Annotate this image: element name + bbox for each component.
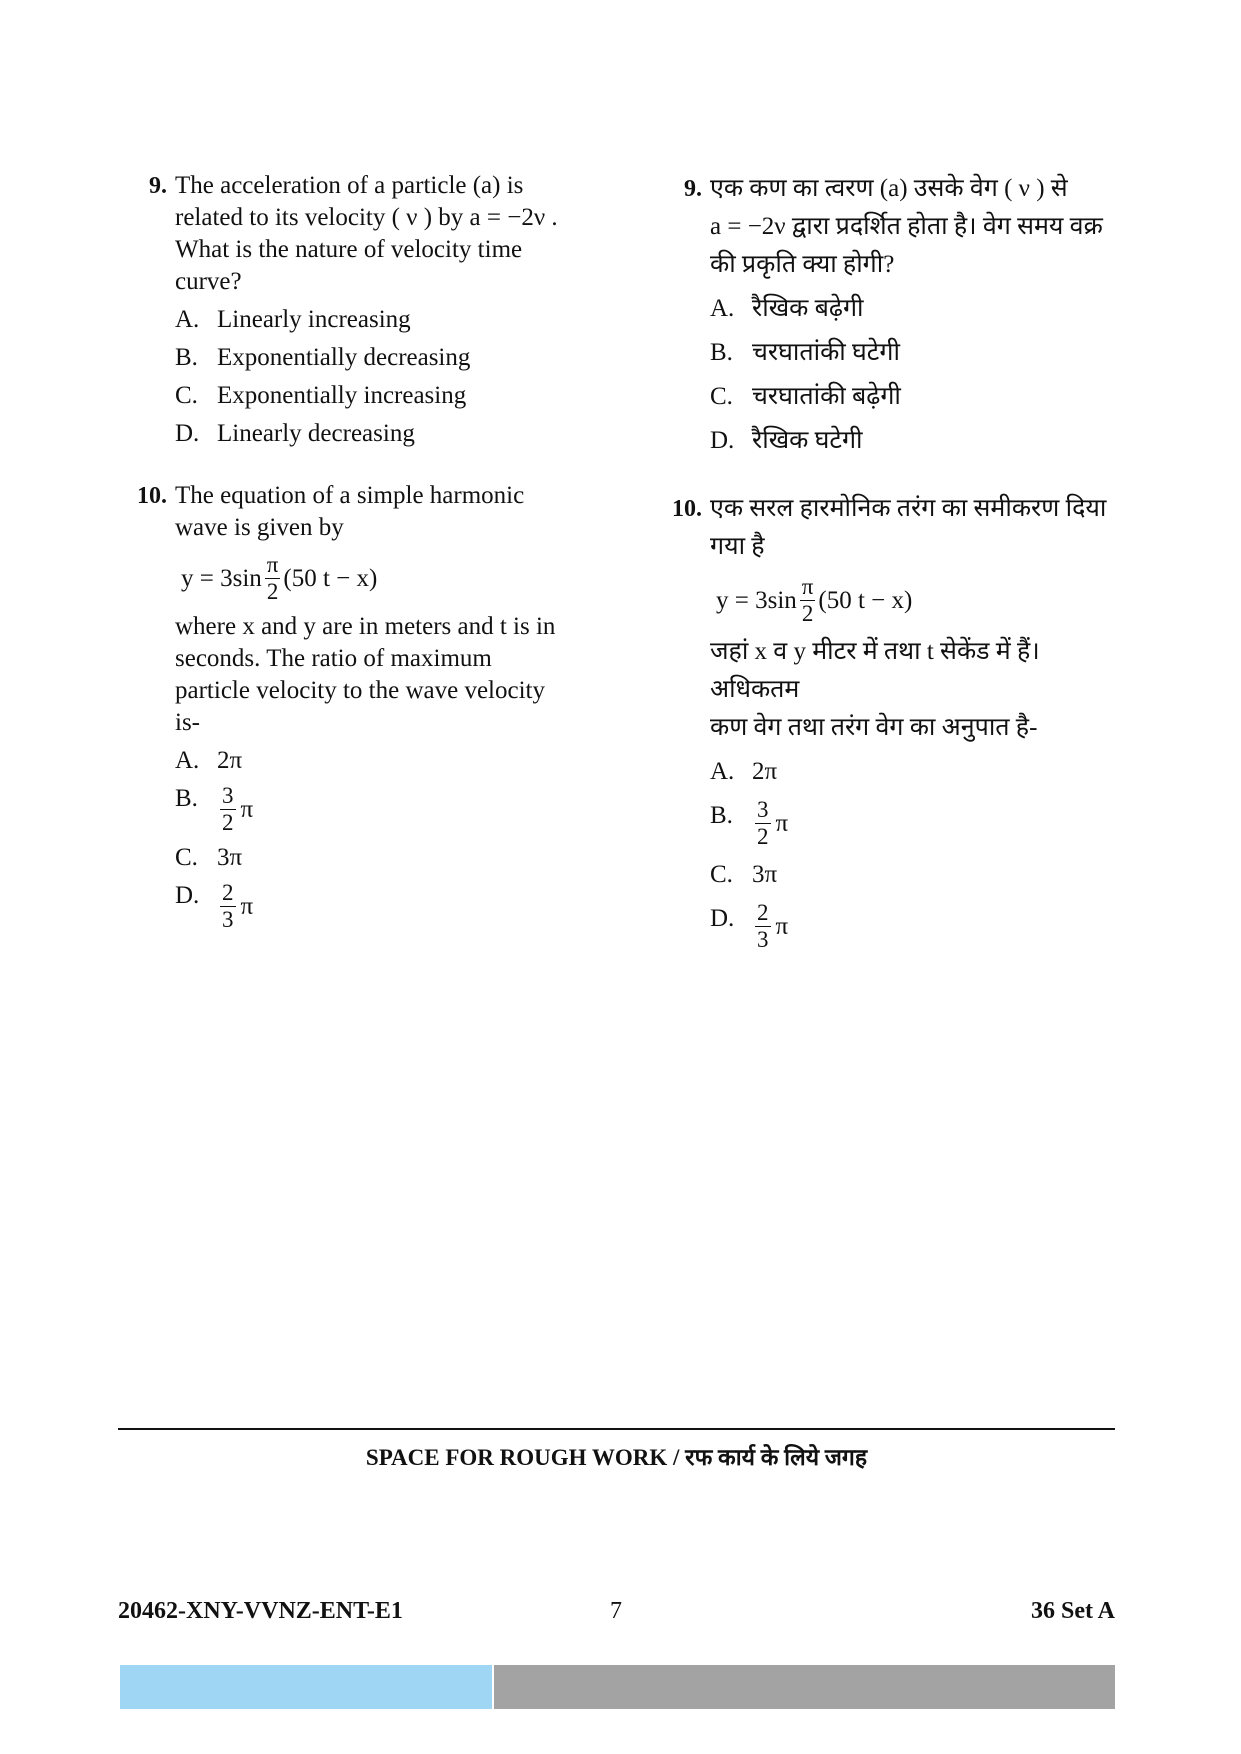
english-column (115, 170, 615, 933)
question-stem (710, 170, 1120, 284)
stem-line: seconds. The ratio of maximum (175, 645, 492, 672)
footer-paper-code: 20462-XNY-VVNZ-ENT-E1 (118, 1598, 403, 1624)
option-fraction (217, 783, 253, 836)
fraction-numerator: 2 (222, 880, 234, 905)
question-number: 10. (137, 483, 167, 509)
option-fraction (752, 797, 788, 850)
option-d (175, 418, 615, 450)
fraction-denominator: 2 (801, 601, 814, 626)
option-text: Linearly decreasing (217, 420, 415, 447)
option-text: रैखिक घटेगी (752, 427, 863, 454)
wave-equation (181, 552, 615, 605)
option-d (175, 880, 615, 933)
fraction-numerator: 3 (222, 783, 234, 808)
fraction-denominator: 3 (757, 927, 769, 952)
stem-line: कण वेग तथा तरंग वेग का अनुपात है- (710, 714, 1038, 741)
rough-work-heading: SPACE FOR ROUGH WORK / रफ कार्य के लिये जगह (365, 1445, 868, 1470)
fraction-denominator: 3 (222, 907, 234, 932)
question-number: 9. (684, 176, 702, 202)
option-label: A. (175, 747, 200, 774)
option-label: B. (710, 802, 733, 829)
formula-rhs: (50 t − x) (818, 586, 913, 614)
footer-set-label: 36 Set A (1031, 1598, 1115, 1624)
option-label: B. (175, 344, 198, 371)
wave-equation (716, 574, 1120, 627)
question-9-hi (650, 170, 1120, 460)
option-c (710, 856, 1120, 894)
option-label: C. (175, 844, 198, 871)
fraction-numerator: 3 (757, 797, 769, 822)
question-number: 9. (149, 173, 167, 199)
pi-symbol: π (775, 809, 789, 837)
option-text: रैखिक बढ़ेगी (752, 295, 864, 322)
question-number: 10. (672, 496, 702, 522)
fraction-numerator: 2 (757, 900, 769, 925)
option-label: D. (710, 427, 735, 454)
question-10-en (115, 480, 615, 933)
option-label: B. (710, 339, 733, 366)
footer-page-number: 7 (610, 1598, 622, 1624)
stem-line: wave is given by (175, 514, 344, 541)
fraction-numerator: π (266, 552, 279, 577)
footer-color-bar-gray (494, 1665, 1115, 1709)
footer-color-bar-blue (120, 1665, 492, 1709)
formula-lhs: y = 3sin (716, 586, 797, 614)
question-stem-continued (710, 633, 1120, 747)
option-label: A. (175, 306, 200, 333)
option-text: Linearly increasing (217, 306, 411, 333)
stem-line: की प्रकृति क्या होगी? (710, 251, 895, 278)
fraction-numerator: π (801, 574, 814, 599)
option-c (710, 378, 1120, 416)
stem-line: a = −2ν द्वारा प्रदर्शित होता है। वेग समय वक्र (710, 213, 1103, 240)
formula-fraction (265, 552, 281, 605)
stem-line: एक सरल हारमोनिक तरंग का समीकरण दिया (710, 495, 1107, 522)
option-b (175, 342, 615, 374)
option-b (710, 797, 1120, 850)
option-label: D. (175, 882, 200, 909)
option-text: Exponentially increasing (217, 382, 467, 409)
option-label: C. (710, 861, 733, 888)
question-stem (175, 480, 615, 544)
option-text: 2π (752, 758, 778, 785)
question-9-en (115, 170, 615, 450)
stem-line: The equation of a simple harmonic (175, 482, 525, 509)
stem-line: जहां x व y मीटर में तथा t सेकेंड में हैं। अधिकतम (710, 638, 1040, 703)
option-b (710, 334, 1120, 372)
option-d (710, 422, 1120, 460)
pi-symbol: π (240, 795, 254, 823)
formula-lhs: y = 3sin (181, 564, 262, 592)
option-text: 2π (217, 747, 243, 774)
option-text: चरघातांकी घटेगी (752, 339, 900, 366)
option-fraction (752, 900, 788, 953)
option-label: D. (710, 905, 735, 932)
stem-line: एक कण का त्वरण (a) उसके वेग ( ν ) से (710, 175, 1068, 202)
option-a (175, 304, 615, 336)
option-label: B. (175, 785, 198, 812)
stem-line: is- (175, 709, 200, 736)
option-fraction (217, 880, 253, 933)
option-label: C. (175, 382, 198, 409)
option-a (710, 753, 1120, 791)
hindi-column (650, 170, 1120, 953)
stem-line: related to its velocity ( ν ) by a = −2ν . (175, 204, 558, 231)
option-c (175, 380, 615, 412)
option-label: A. (710, 758, 735, 785)
pi-symbol: π (775, 912, 789, 940)
stem-line: What is the nature of velocity time (175, 236, 523, 263)
question-stem (175, 170, 615, 298)
rough-work-divider (118, 1428, 1115, 1430)
option-c (175, 842, 615, 874)
option-text: Exponentially decreasing (217, 344, 471, 371)
option-d (710, 900, 1120, 953)
question-stem-continued (175, 611, 615, 739)
stem-line: where x and y are in meters and t is in (175, 613, 556, 640)
formula-fraction (800, 574, 816, 627)
formula-rhs: (50 t − x) (283, 564, 378, 592)
stem-line: curve? (175, 268, 242, 295)
option-a (710, 290, 1120, 328)
stem-line: The acceleration of a particle (a) is (175, 172, 524, 199)
fraction-denominator: 2 (222, 810, 234, 835)
stem-line: particle velocity to the wave velocity (175, 677, 545, 704)
fraction-denominator: 2 (757, 824, 769, 849)
option-text: 3π (752, 861, 778, 888)
option-a (175, 745, 615, 777)
option-text: चरघातांकी बढ़ेगी (752, 383, 901, 410)
pi-symbol: π (240, 892, 254, 920)
fraction-denominator: 2 (266, 579, 279, 604)
option-label: A. (710, 295, 735, 322)
stem-line: गया है (710, 533, 765, 560)
option-label: D. (175, 420, 200, 447)
question-10-hi (650, 490, 1120, 953)
question-stem (710, 490, 1120, 566)
option-label: C. (710, 383, 733, 410)
option-b (175, 783, 615, 836)
option-text: 3π (217, 844, 243, 871)
